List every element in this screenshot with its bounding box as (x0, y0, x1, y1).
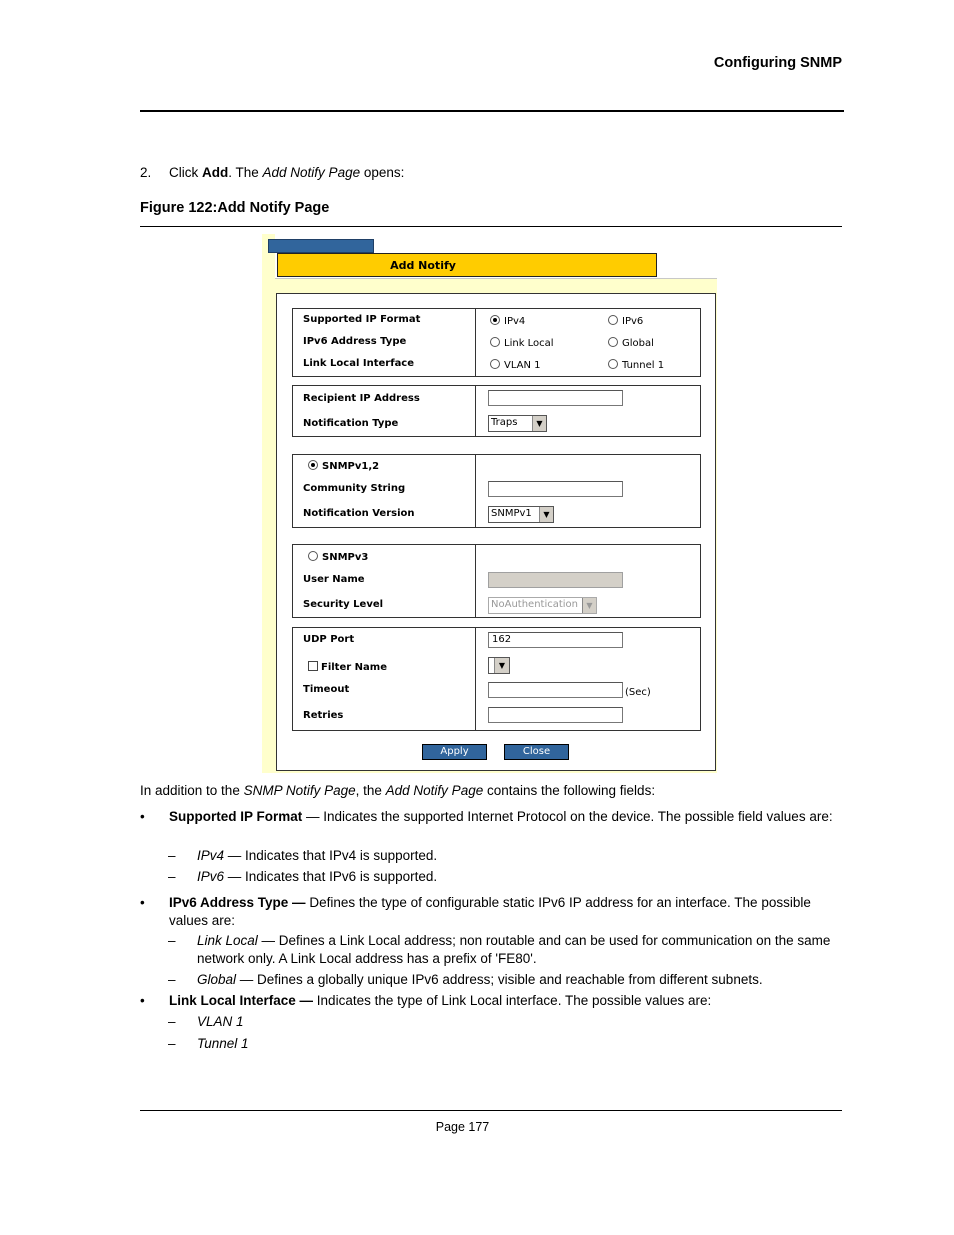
retries-label: Retries (303, 710, 344, 721)
dash: – (168, 1014, 176, 1029)
community-string-label: Community String (303, 483, 406, 494)
dropdown-arrow-icon: ▼ (582, 598, 596, 613)
notification-version-label: Notification Version (303, 508, 415, 519)
value-ipv4: IPv4 — Indicates that IPv4 is supported. (197, 848, 438, 863)
snmpv3-radio[interactable]: SNMPv3 (308, 551, 368, 563)
value-tunnel1: Tunnel 1 (197, 1036, 249, 1051)
value-vlan1: VLAN 1 (197, 1014, 244, 1029)
vlan1-radio[interactable]: VLAN 1 (490, 359, 541, 371)
value-link-local: Link Local — Defines a Link Local address; non routable and can be used for communication on the same network only. A Link Local address has a prefix of 'FE80'. (197, 933, 831, 966)
dropdown-arrow-icon: ▼ (494, 658, 509, 673)
tunnel1-radio[interactable]: Tunnel 1 (608, 359, 664, 371)
field-supported-ip-format: Supported IP Format — Indicates the supported Internet Protocol on the device. The possible field values are: (169, 809, 833, 824)
radio-empty-icon (608, 315, 618, 325)
close-button[interactable]: Close (504, 744, 569, 760)
tab-stub[interactable] (268, 239, 374, 253)
bullet: • (140, 993, 145, 1008)
notification-version-select[interactable]: SNMPv1 ▼ (488, 506, 554, 523)
supported-ip-format-label: Supported IP Format (303, 314, 421, 325)
radio-selected-icon (308, 460, 318, 470)
notification-type-label: Notification Type (303, 418, 399, 429)
filter-name-select[interactable] (488, 657, 510, 674)
udp-port-input[interactable]: 162 (488, 632, 623, 648)
field-link-local-interface: Link Local Interface — Indicates the type of Link Local interface. The possible values are: (169, 993, 712, 1008)
radio-empty-icon (608, 359, 618, 369)
global-radio[interactable]: Global (608, 337, 654, 349)
dropdown-arrow-icon: ▼ (532, 416, 546, 431)
bullet: • (140, 809, 145, 824)
header-rule (140, 110, 844, 112)
retries-input[interactable] (488, 707, 623, 723)
figure-caption: Figure 122:Add Notify Page (140, 200, 330, 216)
security-level-select: NoAuthentication ▼ (488, 597, 597, 614)
radio-empty-icon (308, 551, 318, 561)
tab-add-notify[interactable]: Add Notify (277, 253, 657, 277)
step-action: Add (202, 165, 229, 180)
recipient-ip-label: Recipient IP Address (303, 393, 420, 404)
timeout-label: Timeout (303, 684, 350, 695)
page-number: Page 177 (435, 1120, 490, 1134)
intro-paragraph: In addition to the SNMP Notify Page, the Add Notify Page contains the following fields: (140, 783, 656, 798)
community-string-input[interactable] (488, 481, 623, 497)
radio-empty-icon (608, 337, 618, 347)
dash: – (168, 933, 176, 948)
checkbox-icon (308, 661, 318, 671)
figure-rule (140, 226, 842, 227)
dash: – (168, 869, 176, 884)
udp-port-label: UDP Port (303, 634, 355, 645)
timeout-unit: (Sec) (625, 687, 651, 698)
security-level-label: Security Level (303, 599, 384, 610)
dropdown-arrow-icon: ▼ (539, 507, 553, 522)
user-name-label: User Name (303, 574, 365, 585)
snmpv12-radio[interactable]: SNMPv1,2 (308, 460, 379, 472)
link-local-radio[interactable]: Link Local (490, 337, 554, 349)
radio-empty-icon (490, 337, 500, 347)
bullet: • (140, 895, 145, 910)
field-ipv6-address-type: IPv6 Address Type — Defines the type of configurable static IPv6 IP address for an interface. The possible values are: (169, 895, 811, 928)
ipv6-radio[interactable]: IPv6 (608, 315, 643, 327)
ipv6-address-type-label: IPv6 Address Type (303, 336, 407, 347)
running-header: Configuring SNMP (713, 55, 842, 71)
ipv4-radio[interactable]: IPv4 (490, 315, 525, 327)
value-ipv6: IPv6 — Indicates that IPv6 is supported. (197, 869, 438, 884)
value-global: Global — Defines a globally unique IPv6 address; visible and reachable from different subnets. (197, 972, 763, 987)
recipient-ip-input[interactable] (488, 390, 623, 406)
radio-empty-icon (490, 359, 500, 369)
filter-name-checkbox[interactable]: Filter Name (308, 661, 387, 673)
step-page-name: Add Notify Page (262, 165, 361, 180)
step-number: 2. (140, 165, 152, 180)
dash: – (168, 1036, 176, 1051)
dash: – (168, 848, 176, 863)
radio-selected-icon (490, 315, 500, 325)
dash: – (168, 972, 176, 987)
notification-type-select[interactable]: Traps ▼ (488, 415, 547, 432)
step-instruction: 2. Click Add. The Add Notify Page opens: (140, 165, 405, 180)
footer-rule (140, 1110, 842, 1111)
link-local-interface-label: Link Local Interface (303, 358, 415, 369)
user-name-input (488, 572, 623, 588)
apply-button[interactable]: Apply (422, 744, 487, 760)
timeout-input[interactable] (488, 682, 623, 698)
